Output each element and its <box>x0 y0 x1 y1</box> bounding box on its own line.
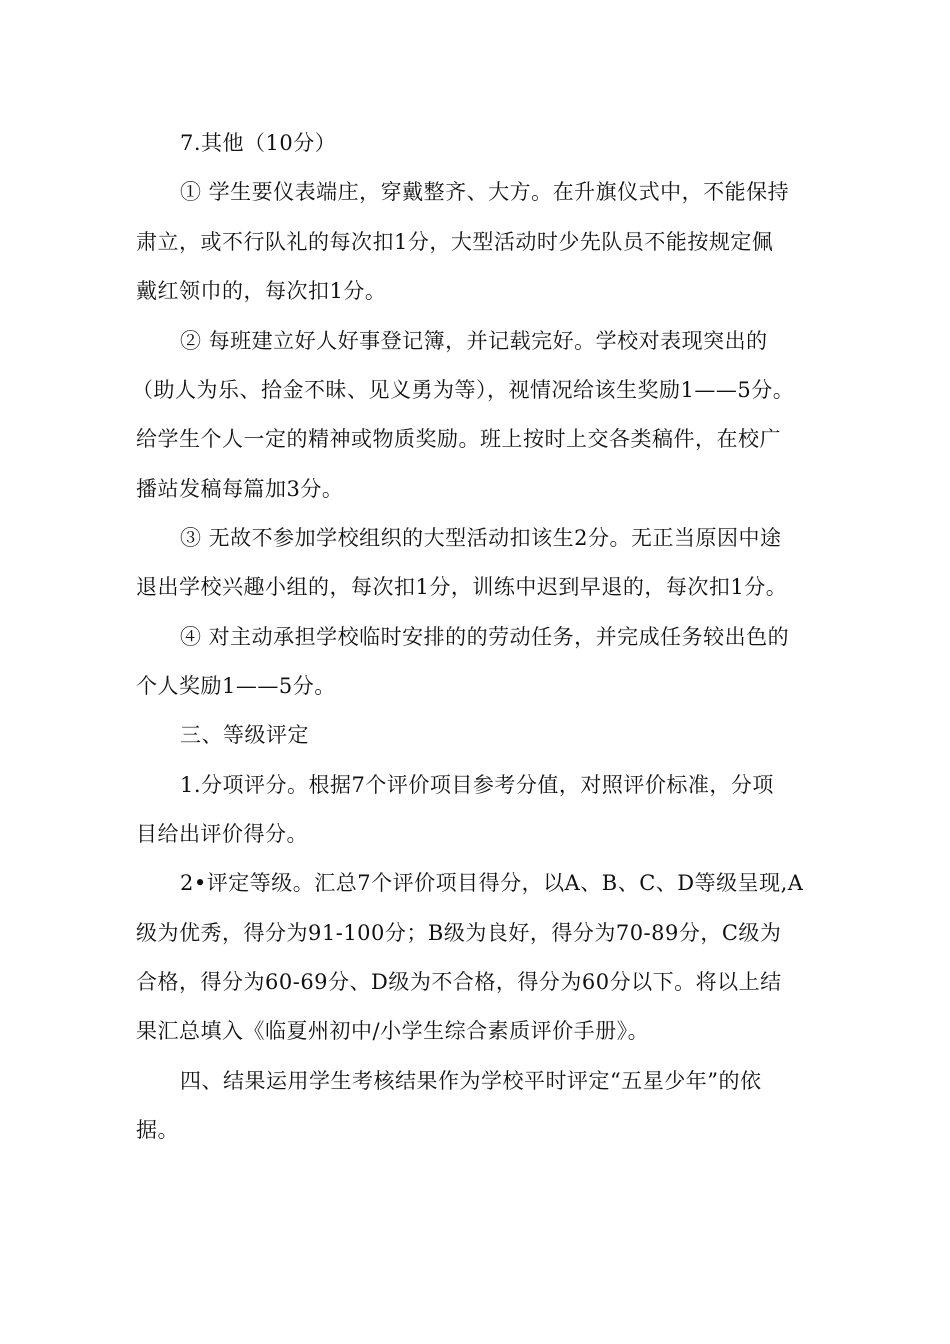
paragraph-line: 播站发稿每篇加3分。 <box>136 477 344 501</box>
section-heading-result-use: 四、结果运用学生考核结果作为学校平时评定“五星少年”的依 <box>180 1069 762 1093</box>
section-heading-other: 7.其他（10分） <box>180 131 337 155</box>
paragraph-line: 个人奖励1——5分。 <box>136 674 336 698</box>
paragraph-line: 级为优秀，得分为91-100分；B级为良好，得分为70-89分，C级为 <box>136 921 782 945</box>
paragraph-line: 据。 <box>136 1118 179 1142</box>
paragraph-line: ① 学生要仪表端庄，穿戴整齐、大方。在升旗仪式中，不能保持 <box>180 180 790 204</box>
paragraph-line: ② 每班建立好人好事登记簿，并记载完好。学校对表现突出的 <box>180 329 768 353</box>
paragraph-line: ④ 对主动承担学校临时安排的的劳动任务，并完成任务较出色的 <box>180 625 790 649</box>
section-heading-grade-evaluation: 三、等级评定 <box>180 723 309 747</box>
paragraph-line: 退出学校兴趣小组的，每次扣1分，训练中迟到早退的，每次扣1分。 <box>136 575 788 599</box>
paragraph-line: 1.分项评分。根据7个评价项目参考分值，对照评价标准，分项 <box>180 773 774 797</box>
paragraph-line: 目给出评价得分。 <box>136 822 308 846</box>
paragraph-line: 肃立，或不行队礼的每次扣1分，大型活动时少先队员不能按规定佩 <box>136 230 774 254</box>
paragraph-line: 给学生个人一定的精神或物质奖励。班上按时上交各类稿件，在校广 <box>136 427 781 451</box>
paragraph-line: 果汇总填入《临夏州初中/小学生综合素质评价手册》。 <box>136 1019 650 1043</box>
paragraph-line: 2•评定等级。汇总7个评价项目得分，以A、B、C、D等级呈现,A <box>180 871 804 895</box>
paragraph-line: （助人为乐、拾金不昧、见义勇为等），视情况给该生奖励1——5分。 <box>132 378 795 402</box>
paragraph-line: ③ 无故不参加学校组织的大型活动扣该生2分。无正当原因中途 <box>180 526 782 550</box>
paragraph-line: 戴红领巾的，每次扣1分。 <box>136 279 387 303</box>
paragraph-line: 合格，得分为60-69分、D级为不合格，得分为60分以下。将以上结 <box>136 970 782 994</box>
